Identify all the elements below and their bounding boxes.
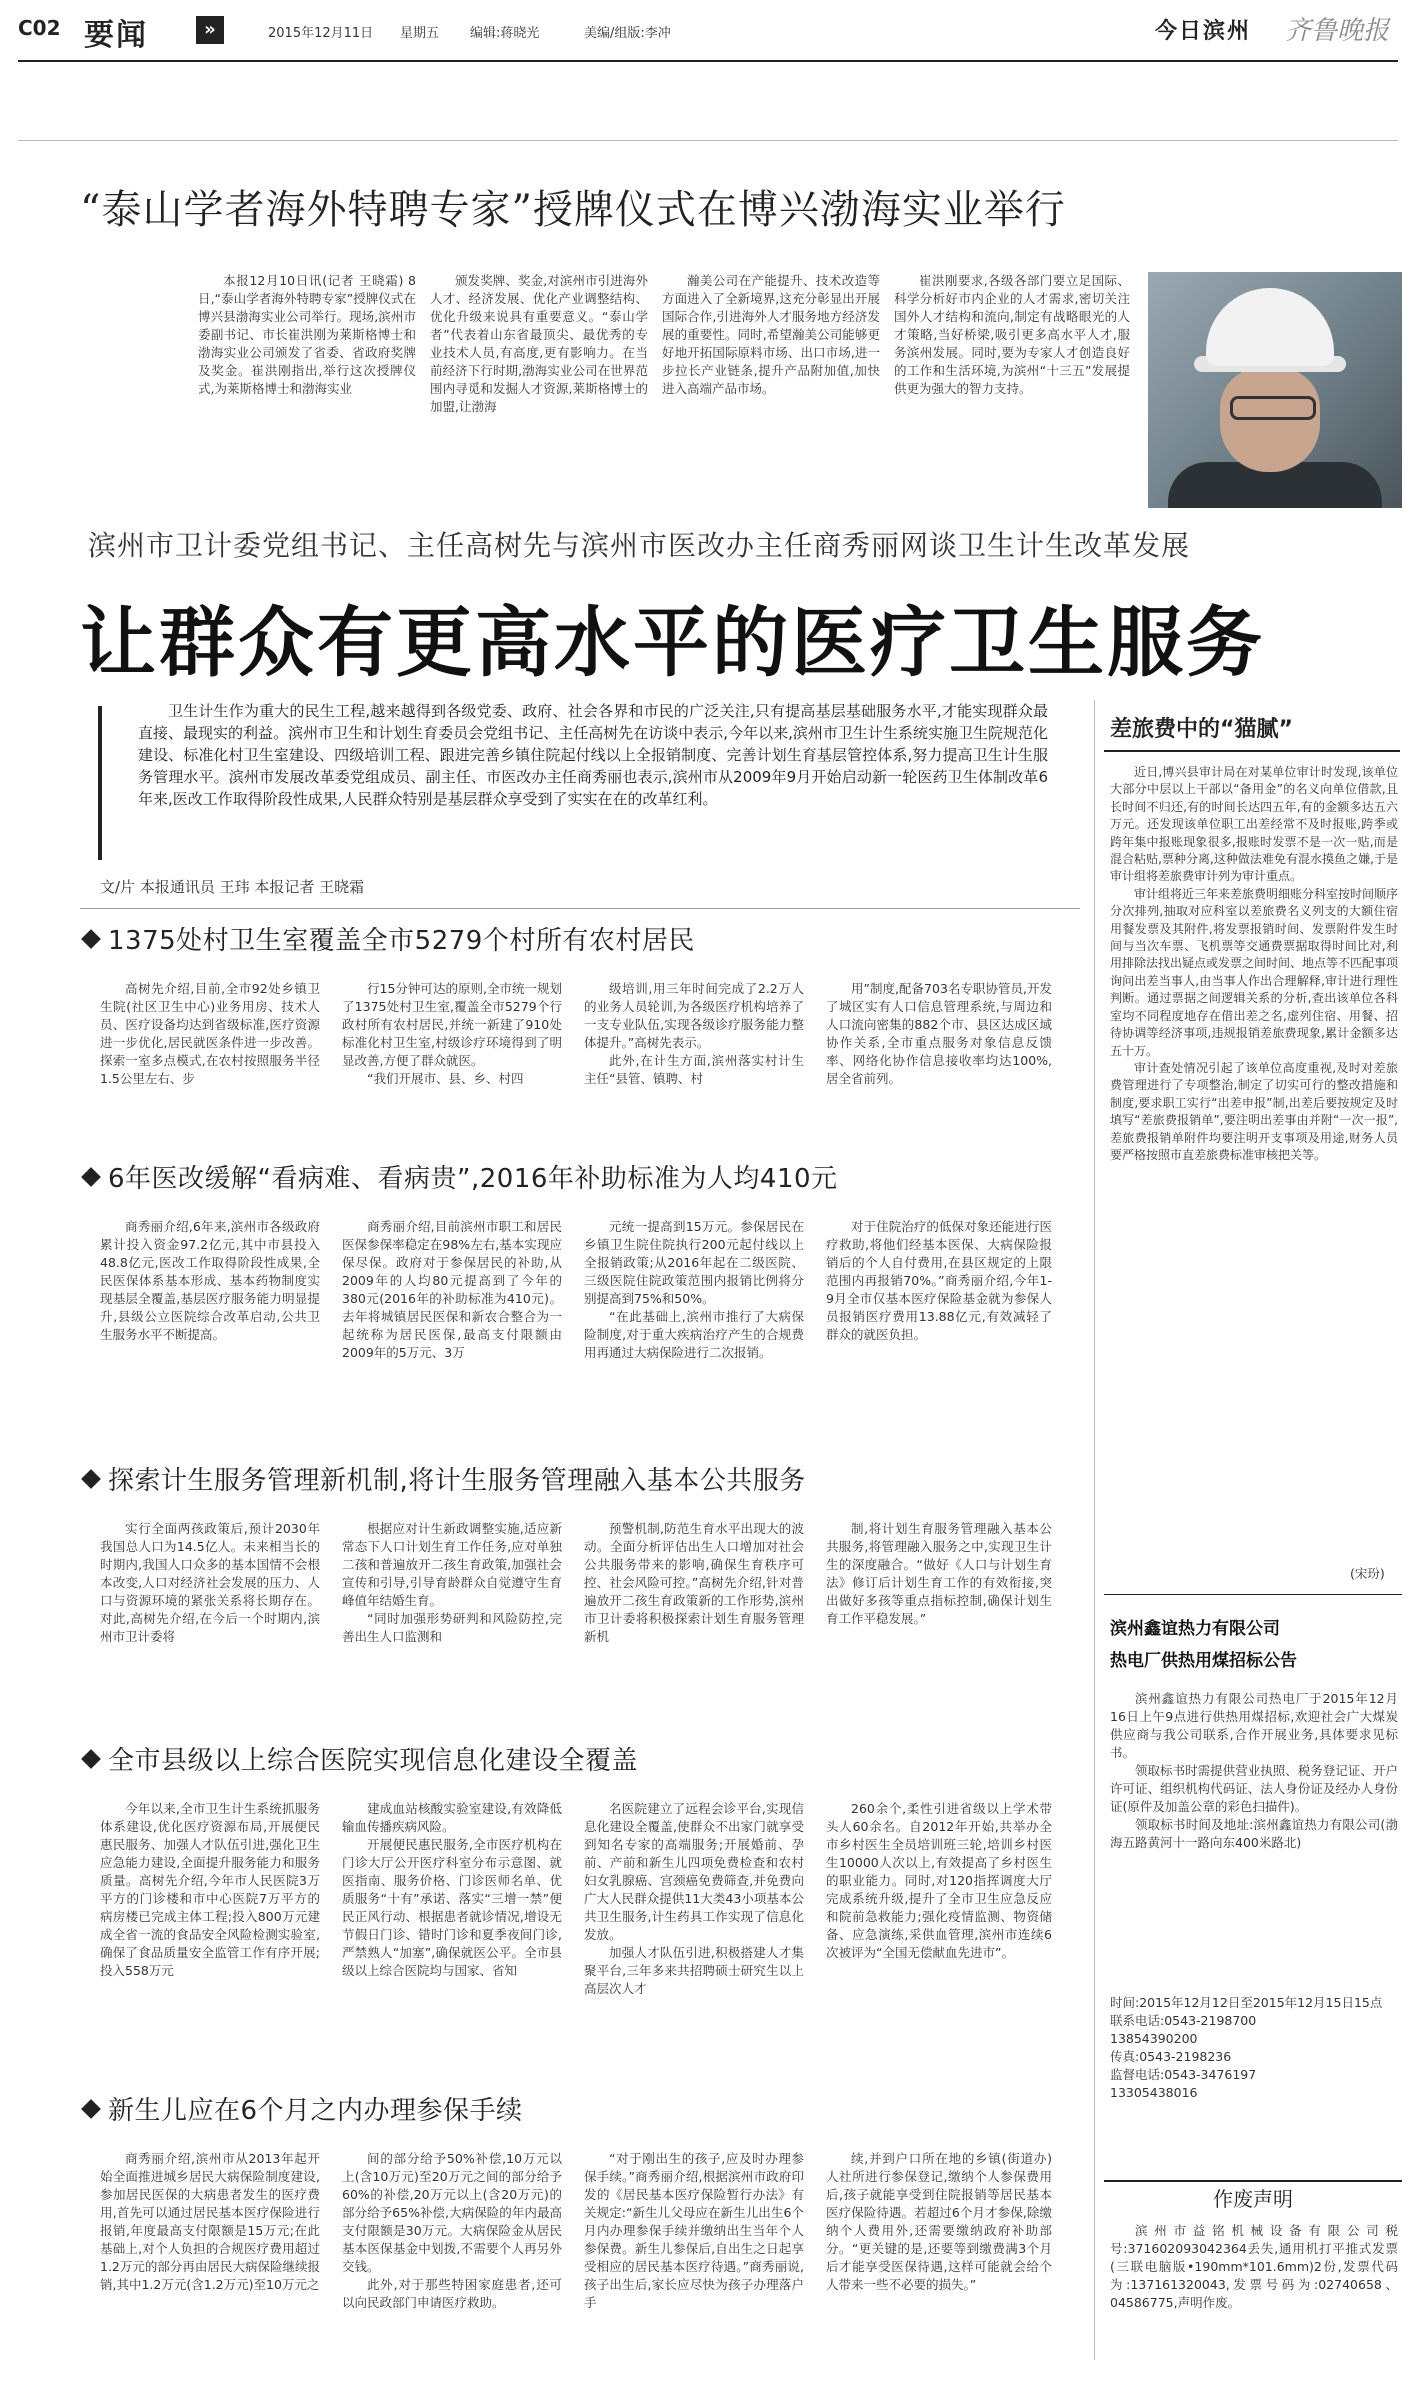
double-chevron-icon: » xyxy=(196,16,224,44)
top-divider xyxy=(18,140,1398,141)
section-column: 商秀丽介绍,滨州市从2013年起开始全面推进城乡居民大病保险制度建设,参加居民医保的大病患者发生的医疗费用,首先可以通过居民基本医疗保险进行报销,年度最高支付限额是15万元;在此基础上,对个人负担的合规医疗费用超过1.2万元的部分再由居民大病保险继续报销,其中1.2万元(含1.2万元)至10万元之 xyxy=(100,2151,320,2292)
section-heading: 1375处村卫生室覆盖全市5279个村所有农村居民 xyxy=(84,920,695,957)
issue-weekday: 星期五 xyxy=(400,26,440,41)
section-column: 续,并到户口所在地的乡镇(街道办)人社所进行参保登记,缴纳个人参保费用后,孩子就能享受到住院报销等居民基本医疗保险待遇。若超过6个月才参保,除缴纳个人费用外,还需要缴纳政府补助部分。“更关键的是,还要等到缴费满3个月后才能享受医保待遇,这样可能就会给个人带来一些不必要的损失。” xyxy=(826,2151,1052,2292)
portrait-photo xyxy=(1148,272,1402,508)
ad-supervise: 监督电话:0543-3476197 xyxy=(1110,2067,1257,2082)
sidebar-body: 近日,博兴县审计局在对某单位审计时发现,该单位大部分中层以上干部以“备用金”的名义向单位借款,且长时间不归还,有的时间长达四五年,有的金额多达五六万元。还发现该单位职工出差经常不及时报账,跨季或跨年集中报账现象很多,报账时发票不是一次一贴,而是混合粘贴,票种分离,这种做法难免有混水摸鱼之嫌,于是审计组将差旅费审计列为审计重点。 审计组将近三年来差旅费明细账分科室按时间顺序分次排列,抽取对应科室以差旅费名义列支的大额住宿用餐发票及其附件,将发票报销时间、发票附件发生时间与当次车票、飞机票等交通费票据取得时间比对,利用排除法找出疑点或发票之间时间、地点等不匹配事项询问出差当事人,由当事人作出合理解释,审计进行理性判断。通过票据之间逻辑关系的分析,查出该单位各科室均不同程度地存在借出差之名,虚列住宿、用餐、招待协调等经济事项,违规报销差旅费现象,累计金额多达五十万。 审计查处情况引起了该单位高度重视,及时对差旅费管理进行了专项整治,制定了切实可行的整改措施和制度,要求职工实行“出差申报”制,出差后要按规定及时填写“差旅费报销单”,要注明出差事由并附“一次一报”,差旅费报销单附件均要注明开支事项及用途,财务人员要严格按照市直差旅费标准审核把关等。 xyxy=(1110,765,1398,1162)
paper-logo: 齐鲁晚报 xyxy=(1285,16,1390,46)
notice-title: 作废声明 xyxy=(1104,2180,1402,2216)
section-column: 建成血站核酸实验室建设,有效降低输血传播疾病风险。 开展便民惠民服务,全市医疗机构在门诊大厅公开医疗科室分布示意图、就医指南、服务价格、门诊医师名单、优质服务“十有”承诺、落实“三增一禁”便民正风行动、根据患者就诊情况,增设无节假日门诊、错时门诊和夏季夜间门诊,严禁熟人“加塞”,确保就医公平。全市县级以上综合医院均与国家、省知 xyxy=(342,1801,562,1978)
diamond-bullet-icon xyxy=(81,929,101,949)
sidebar-author: (宋玢) xyxy=(1350,1566,1385,1581)
section-column: 预警机制,防范生育水平出现大的波动。全面分析评估出生人口增加对社会公共服务带来的影响,确保生育秩序可控、社会风险可控。”高树先介绍,针对普遍放开二孩生育政策新的工作形势,滨州市卫计委将积极探索计划生育服务管理新机 xyxy=(584,1521,804,1644)
abstract-bar xyxy=(98,706,102,860)
ad-title: 热电厂供热用煤招标公告 xyxy=(1110,1651,1297,1671)
ad-company: 滨州鑫谊热力有限公司 xyxy=(1110,1619,1280,1639)
diamond-bullet-icon xyxy=(81,2099,101,2119)
section-heading: 新生儿应在6个月之内办理参保手续 xyxy=(84,2090,523,2127)
issue-date: 2015年12月11日 xyxy=(268,26,374,41)
section-heading: 全市县级以上综合医院实现信息化建设全覆盖 xyxy=(84,1740,638,1777)
ad-fax: 传真:0543-2198236 xyxy=(1110,2049,1232,2064)
page-number: C02 xyxy=(18,16,61,40)
section-heading: 6年医改缓解“看病难、看病贵”,2016年补助标准为人均410元 xyxy=(84,1158,838,1195)
sidebar-rule xyxy=(1104,750,1400,752)
story2-abstract: 卫生计生作为重大的民生工程,越来越得到各级党委、政府、社会各界和市民的广泛关注,只有提高基层基础服务水平,才能实现群众最直接、最现实的利益。滨州市卫生和计划生育委员会党组书记、主任高树先在访谈中表示,今年以来,滨州市卫生计生系统实施卫生院规范化建设、标准化村卫生室建设、四级培训工程、跟进完善乡镇住院起付线以上全报销制度、完善计划生育基层管控体系,努力提高卫生计生服务管理水平。滨州市发展改革委党组成员、副主任、市医改办主任商秀丽也表示,滨州市从2009年9月开始启动新一轮医药卫生体制改革6年来,医改工作取得阶段性成果,人民群众特别是基层群众享受到了实实在在的改革红利。 xyxy=(98,700,1058,870)
diamond-bullet-icon xyxy=(81,1469,101,1489)
section-column: 根据应对计生新政调整实施,适应新常态下人口计划生育工作任务,应对单独二孩和普遍放开二孩生育政策,加强社会宣传和引导,引导育龄群众自觉遵守生育峰值年结婚生育。 “同时加强形势研判和风险防控,完善出生人口监测和 xyxy=(342,1521,562,1644)
story1-column-2: 颁发奖牌、奖金,对滨州市引进海外人才、经济发展、优化产业调整结构、优化升级来说具有重要意义。“泰山学者”代表着山东省最顶尖、最优秀的专业技术人员,有高度,更有影响力。在当前经济下行时期,渤海实业公司在世界范围内寻觅和发掘人才资源,莱斯格博士的加盟,让渤海 xyxy=(430,273,648,414)
ad-mobile: 13854390200 xyxy=(1110,2031,1198,2046)
section-column: 元统一提高到15万元。参保居民在乡镇卫生院住院执行200元起付线以上全报销政策;从2016年起在二级医院、三级医院住院政策范围内报销比例将分别提高到75%和50%。 “在此基础上,滨州市推行了大病保险制度,对于重大疾病治疗产生的合规费用再通过大病保险进行二次报销。 xyxy=(584,1219,804,1360)
section-heading: 探索计生服务管理新机制,将计生服务管理融入基本公共服务 xyxy=(84,1460,806,1497)
ad-rule xyxy=(1104,1594,1402,1595)
section-column: 260余个,柔性引进省级以上学术带头人60余名。自2012年开始,共举办全市乡村医生全员培训班三轮,培训乡村医生10000人次以上,有效提高了乡村医生的职业能力。同时,对120指挥调度大厅完成系统升级,提升了全市卫生应急反应和院前急救能力;强化疫情监测、物资储备、应急演练,采供血管理,滨州市连续6次被评为“全国无偿献血先进市”。 xyxy=(826,1801,1052,1960)
ad-body: 滨州鑫谊热力有限公司热电厂于2015年12月16日上午9点进行供热用煤招标,欢迎社会广大煤炭供应商与我公司联系,合作开展业务,具体要求见标书。 领取标书时需提供营业执照、税务登记证、开户许可证、组织机构代码证、法人身份证及经办人身份证(原件及加盖公章的彩色扫描件)。 领取标书时间及地址:滨州鑫谊热力有限公司(渤海五路黄河十一路向东400米路北) xyxy=(1110,1691,1398,1850)
ad-contacts xyxy=(1110,1994,1398,2102)
section-column: 商秀丽介绍,6年来,滨州市各级政府累计投入资金97.2亿元,其中市县投入48.8亿元,医改工作取得阶段性成果,全民医保体系基本形成、基本药物制度实现基层全覆盖,基层医疗服务能力明显提升,县级公立医院综合改革启动,公共卫生服务水平不断提高。 xyxy=(100,1219,320,1342)
story2-headline: 让群众有更高水平的医疗卫生服务 xyxy=(80,598,1265,687)
masthead-rule xyxy=(18,60,1398,62)
section-column: 高树先介绍,目前,全市92处乡镇卫生院(社区卫生中心)业务用房、技术人员、医疗设备均达到省级标准,医疗资源进一步优化,居民就医条件进一步改善。探索一室多点模式,在农村按照服务半径1.5公里左右、步 xyxy=(100,981,320,1086)
editor-credit: 编辑:蒋晓光 xyxy=(470,26,540,41)
today-label: 今日滨州 xyxy=(1155,18,1252,44)
section-column: 制,将计划生育服务管理融入基本公共服务,将管理融入服务之中,实现卫生计生的深度融合。“做好《人口与计划生育法》修订后计划生育工作的有效衔接,突出做好多孩等重点指标控制,确保计划生育工作平稳发展。” xyxy=(826,1521,1052,1626)
story2-subheadline: 滨州市卫计委党组书记、主任高树先与滨州市医改办主任商秀丽网谈卫生计生改革发展 xyxy=(88,529,1191,562)
section-column: 实行全面两孩政策后,预计2030年我国总人口为14.5亿人。未来相当长的时期内,我国人口众多的基本国情不会根本改变,人口对经济社会发展的压力、人口与资源环境的紧张关系将长期存在。对此,高树先介绍,在今后一个时期内,滨州市卫计委将 xyxy=(100,1521,320,1644)
story1-column-4: 崔洪刚要求,各级各部门要立足国际、科学分析好市内企业的人才需求,密切关注国外人才结构和流向,制定有战略眼光的人才策略,当好桥梁,吸引更多高水平人才,服务滨州发展。同时,要为专家人才创造良好的工作和生活环境,为滨州“十三五”发展提供更为强大的智力支持。 xyxy=(894,273,1130,396)
notice-body: 滨州市益铭机械设备有限公司税号:371602093042364丢失,通用机打平推式发票(三联电脑版•190mm*101.6mm)2份,发票代码为:137161320043,发票号码为:02740658、04586775,声明作废。 xyxy=(1110,2223,1398,2310)
section-column: 对于住院治疗的低保对象还能进行医疗救助,将他们经基本医保、大病保险报销后的个人自付费用,在县区规定的上限范围内再报销70%。”商秀丽介绍,今年1-9月全市仅基本医疗保险基金就为参保人员报销医疗费用13.88亿元,有效减轻了群众的就医负担。 xyxy=(826,1219,1052,1342)
section-column: 名医院建立了远程会诊平台,实现信息化建设全覆盖,使群众不出家门就享受到知名专家的高端服务;开展婚前、孕前、产前和新生儿四项免费检查和农村妇女乳腺癌、宫颈癌免费筛查,并免费向广大人民群众提供11大类43小项基本公共卫生服务,计生药具工作实现了信息化发放。 加强人才队伍引进,积极搭建人才集聚平台,三年多来共招聘硕士研究生以上高层次人才 xyxy=(584,1801,804,1996)
designer-credit: 美编/组版:李冲 xyxy=(584,26,671,41)
diamond-bullet-icon xyxy=(81,1749,101,1769)
ad-phone: 联系电话:0543-2198700 xyxy=(1110,2013,1257,2028)
sidebar-title: 差旅费中的“猫腻” xyxy=(1110,717,1293,742)
section-column: 级培训,用三年时间完成了2.2万人的业务人员轮训,为各级医疗机构培养了一支专业队伍,实现各级诊疗服务能力整体提升。”高树先表示。 此外,在计生方面,滨州落实村计生主任“县管、镇聘、村 xyxy=(584,981,804,1086)
section-column: “对于刚出生的孩子,应及时办理参保手续。”商秀丽介绍,根据滨州市政府印发的《居民基本医疗保险暂行办法》有关规定:“新生儿父母应在新生儿出生6个月内办理参保手续并缴纳出生当年个人参保费。新生儿参保后,自出生之日起享受相应的居民基本医疗待遇。”商秀丽说,孩子出生后,家长应尽快为孩子办理落户手 xyxy=(584,2151,804,2310)
story1-column-3: 瀚美公司在产能提升、技术改造等方面进入了全新境界,这充分彰显出开展国际合作,引进海外人才服务地方经济发展的重要性。同时,希望瀚美公司能够更好地开拓国际原料市场、出口市场,进一步拉长产业链条,提升产品附加值,加快进入高端产品市场。 xyxy=(662,273,880,396)
story2-byline: 文/片 本报通讯员 王玮 本报记者 王晓霜 xyxy=(100,878,365,896)
diamond-bullet-icon xyxy=(81,1167,101,1187)
section-divider xyxy=(80,908,1080,909)
ad-time: 时间:2015年12月12日至2015年12月15日15点 xyxy=(1110,1995,1383,2010)
sidebar-divider xyxy=(1094,700,1095,2360)
section-column: 今年以来,全市卫生计生系统抓服务体系建设,优化医疗资源布局,开展便民惠民服务、加强人才队伍引进,强化卫生应急能力建设,全面提升服务能力和服务质量。高树先介绍,今年市人民医院3万平方的门诊楼和市中心医院7万平方的病房楼已完成主体工程;投入800万元建成全省一流的食品安全风险检测实验室,确保了食品质量安全监管工作有序开展;投入558万元 xyxy=(100,1801,320,1978)
section-column: 间的部分给予50%补偿,10万元以上(含10万元)至20万元之间的部分给予60%的补偿,20万元以上(含20万元)的部分给予65%补偿,大病保险的年内最高支付限额是30万元。大病保险金从居民基本医保基金中划拨,不需要个人再另外交钱。 此外,对于那些特困家庭患者,还可以向民政部门申请医疗救助。 xyxy=(342,2151,562,2310)
section-column: 商秀丽介绍,目前滨州市职工和居民医保参保率稳定在98%左右,基本实现应保尽保。政府对于参保居民的补助,从2009年的人均80元提高到了今年的380元(2016年的补助标准为410元)。去年将城镇居民医保和新农合整合为一起统称为居民医保,最高支付限额由2009年的5万元、3万 xyxy=(342,1219,562,1360)
story1-column-1: 本报12月10日讯(记者 王晓霜) 8日,“泰山学者海外特聘专家”授牌仪式在博兴县渤海实业公司举行。现场,滨州市委副书记、市长崔洪刚为莱斯格博士和渤海实业公司颁发了省委、省政府奖牌及奖金。崔洪刚指出,举行这次授牌仪式,为莱斯格博士和渤海实业 xyxy=(198,273,416,396)
story1-headline: “泰山学者海外特聘专家”授牌仪式在博兴渤海实业举行 xyxy=(80,187,1066,233)
ad-supervise-mobile: 13305438016 xyxy=(1110,2085,1198,2100)
section-column: 行15分钟可达的原则,全市统一规划了1375处村卫生室,覆盖全市5279个行政村所有农村居民,并统一新建了910处标准化村卫生室,村级诊疗环境得到了明显改善,方便了群众就医。 “我们开展市、县、乡、村四 xyxy=(342,981,562,1086)
section-column: 用”制度,配备703名专职协管员,开发了城区实有人口信息管理系统,与周边和人口流向密集的882个市、县区达成区域协作关系,全市重点服务对象信息反馈率、网络化协作信息接收率均达100%,居全省前列。 xyxy=(826,981,1052,1086)
section-title: 要闻 xyxy=(84,18,148,53)
